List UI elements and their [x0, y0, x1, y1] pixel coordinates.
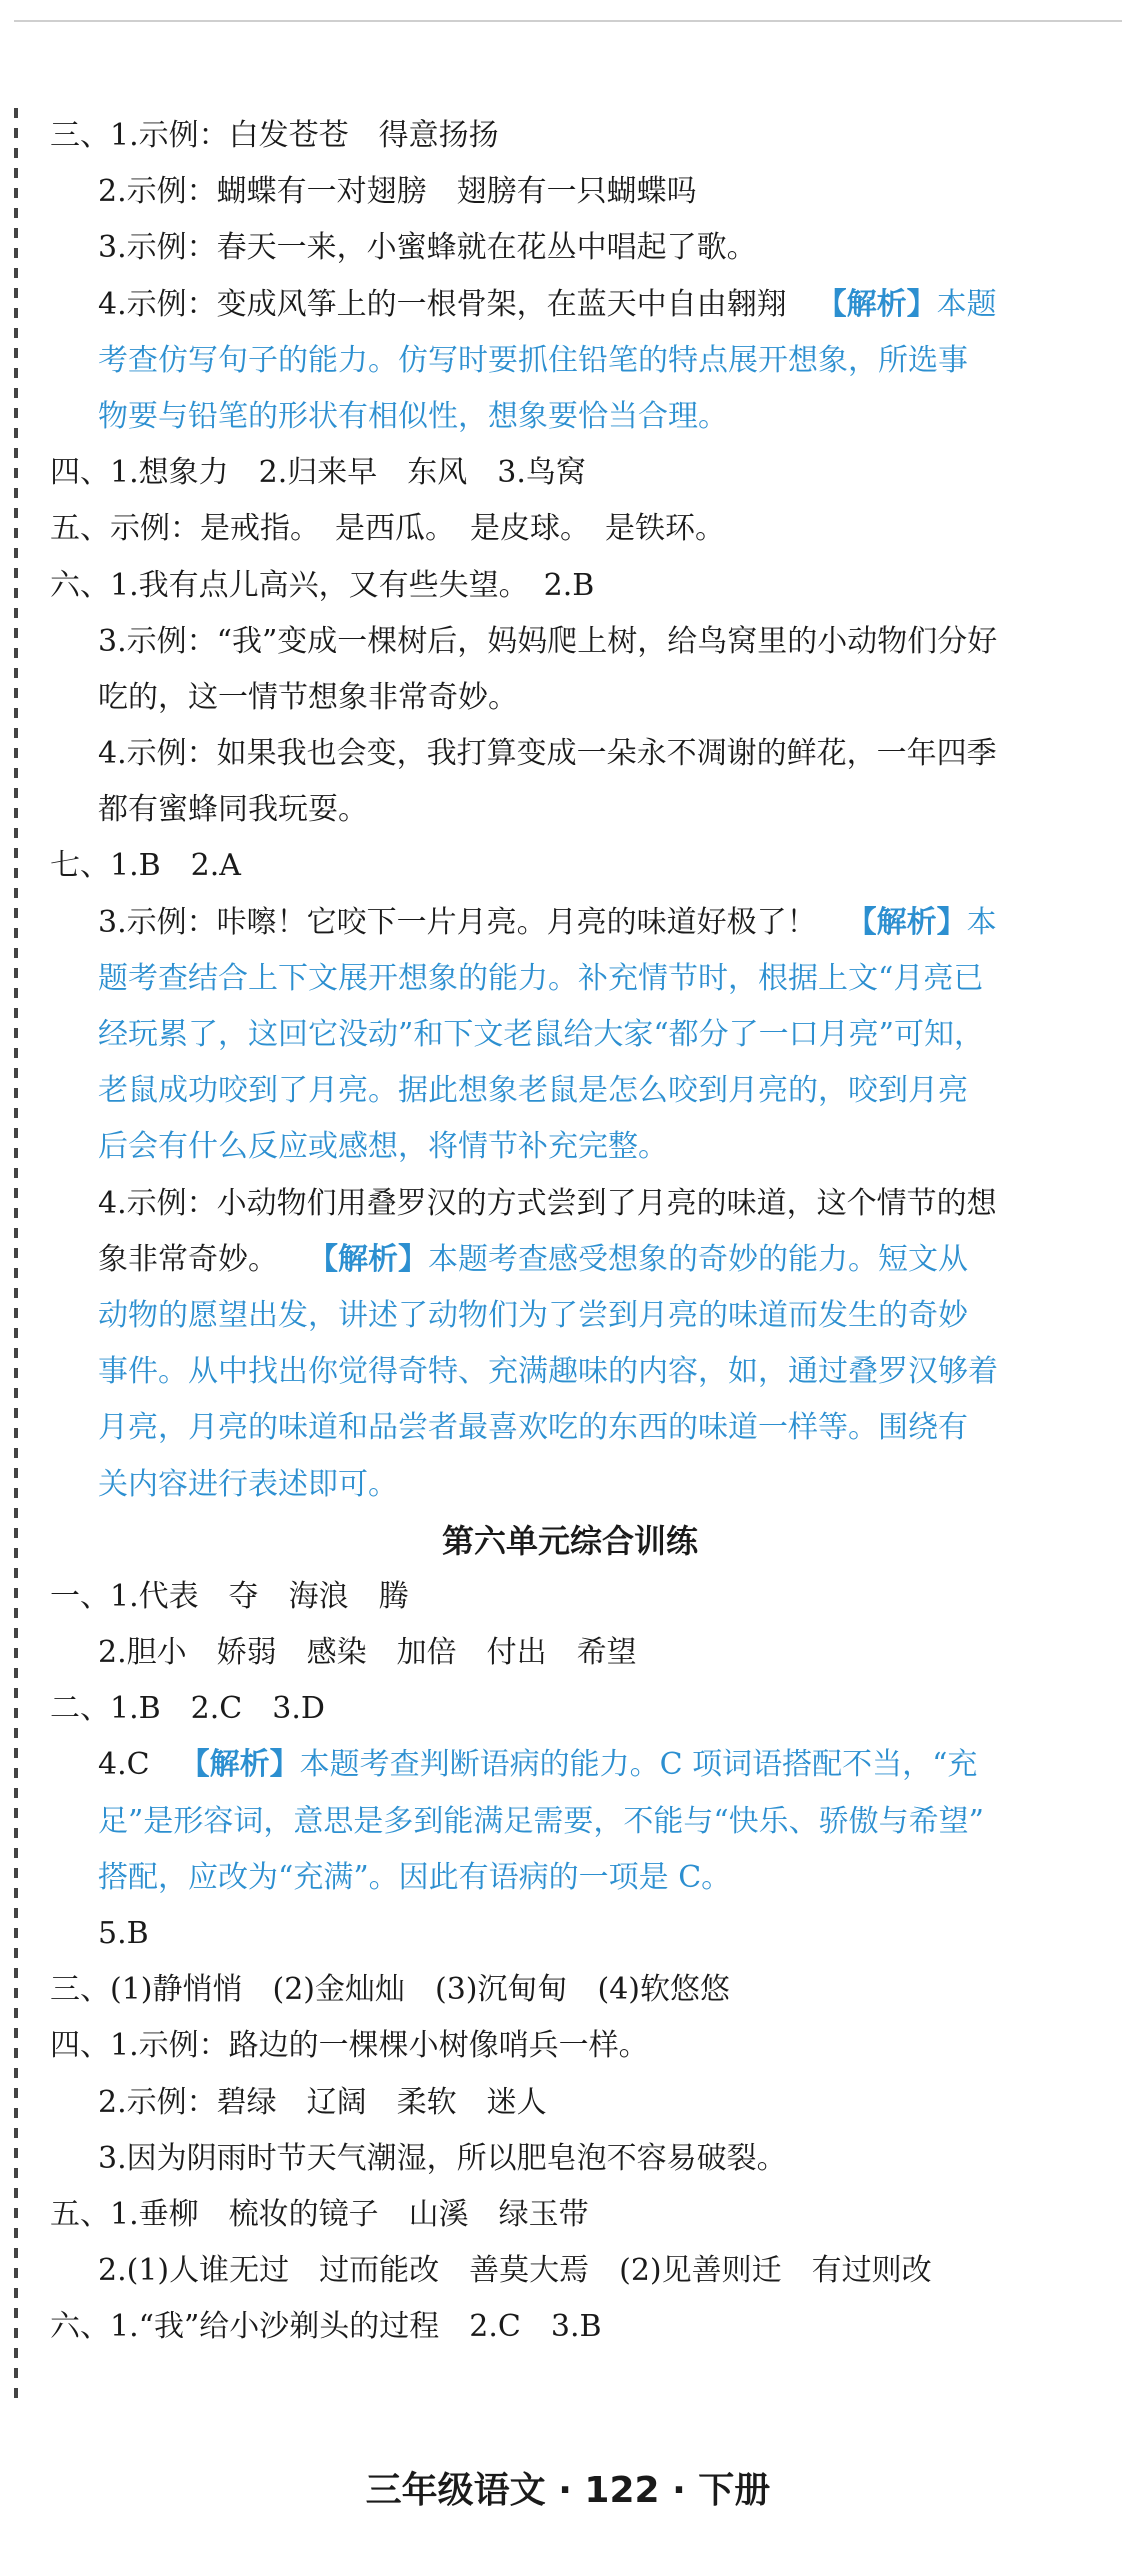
answer-line: 3.因为阴雨时节天气潮湿，所以肥皂泡不容易破裂。	[98, 2140, 787, 2176]
analysis-line: 后会有什么反应或感想，将情节补充完整。	[98, 1129, 668, 1165]
answer-line: 四、1.示例：路边的一棵棵小树像哨兵一样。	[50, 2028, 649, 2064]
analysis-text: 本题考查感受想象的奇妙的能力。短文从	[428, 1241, 968, 1277]
answer-line: 4.示例：如果我也会变，我打算变成一朵永不凋谢的鲜花，一年四季	[98, 736, 997, 772]
analysis-line: 月亮，月亮的味道和品尝者最喜欢吃的东西的味道一样等。围绕有	[98, 1410, 968, 1446]
answer-line: 3.示例：春天一来，小蜜蜂就在花丛中唱起了歌。	[98, 230, 757, 266]
answer-line: 2.示例：碧绿 辽阔 柔软 迷人	[98, 2084, 547, 2120]
analysis-text: 本	[966, 904, 997, 940]
answer-line: 六、1.我有点儿高兴，又有些失望。 2.B	[50, 567, 595, 603]
answer-line: 5.B	[98, 1916, 149, 1951]
answer-line: 六、1.“我”给小沙剃头的过程 2.C 3.B	[50, 2309, 602, 2345]
answer-line: 象非常奇妙。 【解析】本题考查感受想象的奇妙的能力。短文从	[98, 1241, 968, 1277]
answer-line: 二、1.B 2.C 3.D	[50, 1691, 325, 1727]
answer-key-body	[50, 108, 1090, 2356]
answer-line: 四、1.想象力 2.归来早 东风 3.鸟窝	[50, 455, 586, 491]
answer-line: 2.示例：蝴蝶有一对翅膀 翅膀有一只蝴蝶吗	[98, 174, 697, 210]
analysis-line: 老鼠成功咬到了月亮。据此想象老鼠是怎么咬到月亮的，咬到月亮	[98, 1073, 968, 1109]
analysis-tag: 【解析】	[846, 904, 967, 940]
answer-line: 五、示例：是戒指。 是西瓜。 是皮球。 是铁环。	[50, 511, 725, 547]
answer-line: 2.胆小 娇弱 感染 加倍 付出 希望	[98, 1635, 637, 1671]
answer-line: 三、1.示例：白发苍苍 得意扬扬	[50, 118, 499, 153]
page-footer: 三年级语文 · 122 · 下册	[365, 2470, 771, 2511]
answer-line: 4.示例：小动物们用叠罗汉的方式尝到了月亮的味道，这个情节的想	[98, 1185, 997, 1221]
analysis-line: 事件。从中找出你觉得奇特、充满趣味的内容，如，通过叠罗汉够着	[98, 1354, 998, 1390]
analysis-tag: 【解析】	[179, 1747, 300, 1783]
analysis-text: 本题	[936, 286, 997, 322]
analysis-line: 足”是形容词，意思是多到能满足需要，不能与“快乐、骄傲与希望”	[98, 1803, 985, 1839]
analysis-line: 动物的愿望出发，讲述了动物们为了尝到月亮的味道而发生的奇妙	[98, 1297, 968, 1333]
answer-line: 4.示例：变成风筝上的一根骨架，在蓝天中自由翱翔 【解析】本题	[98, 286, 997, 322]
answer-line: 4.C 【解析】本题考查判断语病的能力。C 项词语搭配不当，“充	[98, 1747, 978, 1783]
answer-line: 3.示例：咔嚓！它咬下一片月亮。月亮的味道好极了！ 【解析】本	[98, 904, 997, 940]
answer-line: 五、1.垂柳 梳妆的镜子 山溪 绿玉带	[50, 2196, 589, 2232]
analysis-line: 经玩累了，这回它没动”和下文老鼠给大家“都分了一口月亮”可知，	[98, 1017, 985, 1052]
analysis-tag: 【解析】	[816, 286, 937, 322]
answer-line: 一、1.代表 夺 海浪 腾	[50, 1578, 409, 1614]
analysis-line: 关内容进行表述即可。	[98, 1466, 398, 1502]
page-top-border	[14, 20, 1122, 22]
left-dashed-margin-line	[14, 108, 18, 2398]
answer-line: 3.示例：“我”变成一棵树后，妈妈爬上树，给鸟窝里的小动物们分好	[98, 623, 998, 659]
answer-line: 三、(1)静悄悄 (2)金灿灿 (3)沉甸甸 (4)软悠悠	[50, 1972, 730, 2008]
analysis-line: 物要与铅笔的形状有相似性，想象要恰当合理。	[98, 398, 728, 434]
answer-line: 吃的，这一情节想象非常奇妙。	[98, 679, 518, 715]
answer-line: 2.(1)人谁无过 过而能改 善莫大焉 (2)见善则迁 有过则改	[98, 2253, 932, 2289]
analysis-line: 考查仿写句子的能力。仿写时要抓住铅笔的特点展开想象，所选事	[98, 342, 968, 378]
analysis-line: 题考查结合上下文展开想象的能力。补充情节时，根据上文“月亮已	[98, 960, 984, 996]
answer-line: 七、1.B 2.A	[50, 848, 241, 884]
section-heading: 第六单元综合训练	[441, 1521, 698, 1560]
analysis-tag: 【解析】	[308, 1241, 428, 1277]
analysis-text: 本题考查判断语病的能力。C 项词语搭配不当，“充	[299, 1747, 978, 1783]
answer-line: 都有蜜蜂同我玩耍。	[98, 792, 368, 828]
analysis-line: 搭配，应改为“充满”。因此有语病的一项是 C。	[98, 1859, 732, 1895]
